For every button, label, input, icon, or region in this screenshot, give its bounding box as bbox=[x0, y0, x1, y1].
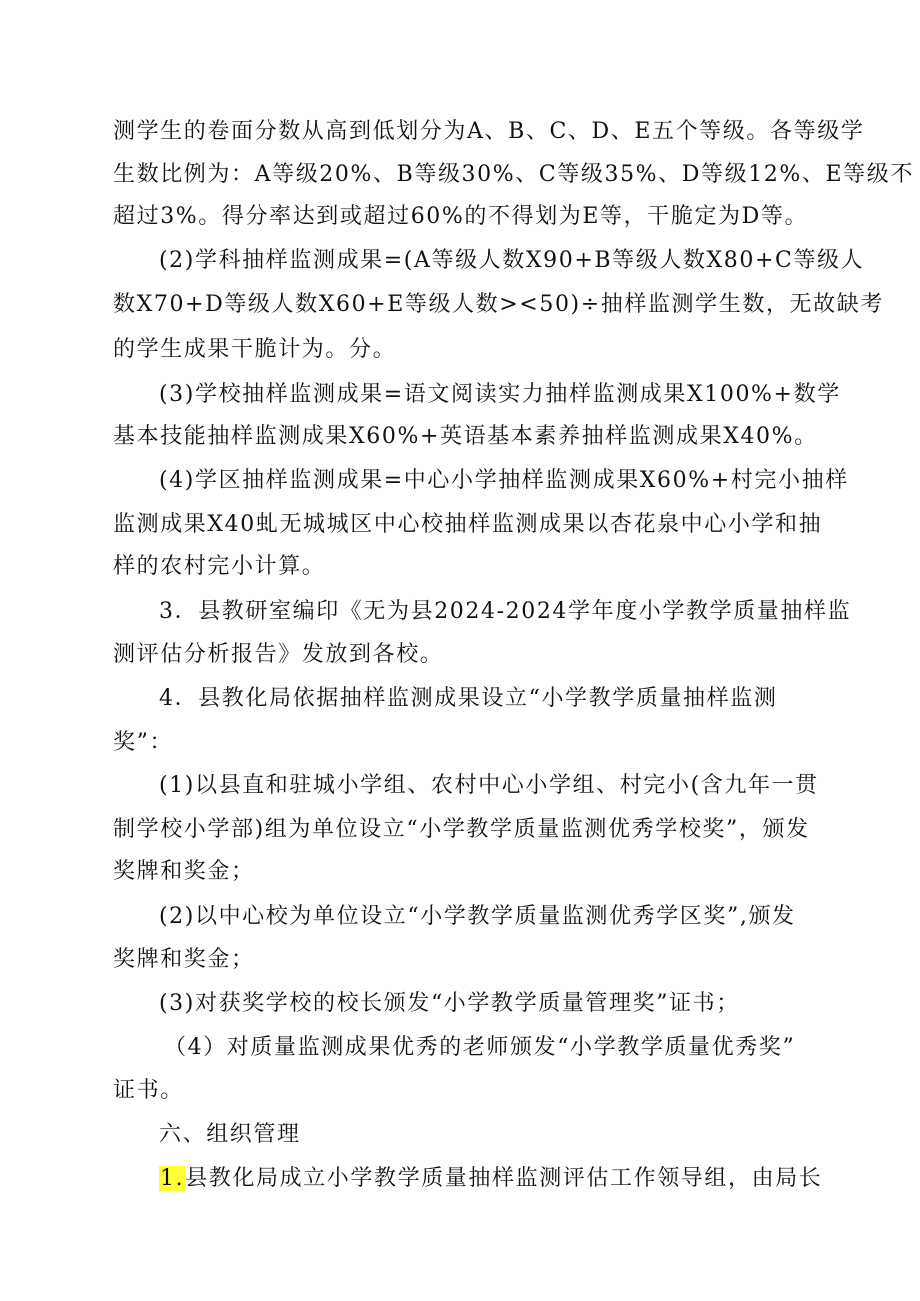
highlighted-list-marker: 1. bbox=[160, 1166, 185, 1191]
text-line: 测评估分析报告》发放到各校。 bbox=[113, 642, 444, 667]
text-line: （4）对质量监测成果优秀的老师颁发“小学教学质量优秀奖” bbox=[164, 1035, 796, 1060]
text-line: 数X70+D等级人数X60+E等级人数><50)÷抽样监测学生数，无故缺考 bbox=[113, 292, 884, 317]
text-line: (4)学区抽样监测成果=中心小学抽样监测成果X60%+村完小抽样 bbox=[159, 468, 849, 493]
text-line: 奖牌和奖金； bbox=[113, 859, 255, 884]
text-line: 奖牌和奖金； bbox=[113, 947, 255, 972]
text-line-content: 县教化局成立小学教学质量抽样监测评估工作领导组，由局长 bbox=[185, 1166, 823, 1191]
text-line: (3)对获奖学校的校长颁发“小学教学质量管理奖”证书； bbox=[159, 991, 740, 1016]
text-line: 的学生成果干脆计为。分。 bbox=[113, 337, 397, 362]
text-line: 奖”： bbox=[113, 730, 174, 755]
text-line: 监测成果X40虬无城城区中心校抽样监测成果以杏花泉中心小学和抽 bbox=[113, 512, 823, 537]
text-line: (2)学科抽样监测成果=(A等级人数X90+B等级人数X80+C等级人 bbox=[159, 248, 865, 273]
text-line: 超过3%。得分率达到或超过60%的不得划为E等，干脆定为D等。 bbox=[113, 204, 809, 229]
text-line: 4．县教化局依据抽样监测成果设立“小学教学质量抽样监测 bbox=[159, 686, 778, 711]
text-line: (3)学校抽样监测成果=语文阅读实力抽样监测成果X100%+数学 bbox=[159, 382, 841, 407]
text-line bbox=[159, 1164, 822, 1194]
text-line: (2)以中心校为单位设立“小学教学质量监测优秀学区奖”,颁发 bbox=[159, 904, 796, 929]
text-line: 制学校小学部)组为单位设立“小学教学质量监测优秀学校奖”，颁发 bbox=[113, 817, 810, 842]
text-line: 基本技能抽样监测成果X60%+英语基本素养抽样监测成果X40%。 bbox=[113, 424, 818, 449]
text-line: 生数比例为：A等级20%、B等级30%、C等级35%、D等级12%、E等级不 bbox=[113, 162, 914, 187]
text-line: 3．县教研室编印《无为县2024-2024学年度小学教学质量抽样监 bbox=[159, 599, 852, 624]
text-line: 证书。 bbox=[113, 1078, 184, 1103]
text-line: (1)以县直和驻城小学组、农村中心小学组、村完小(含九年一贯 bbox=[159, 773, 819, 798]
section-heading: 六、组织管理 bbox=[159, 1122, 301, 1147]
text-line: 样的农村完小计算。 bbox=[113, 554, 326, 579]
text-line: 测学生的卷面分数从高到低划分为A、B、C、D、E五个等级。各等级学 bbox=[113, 119, 865, 144]
